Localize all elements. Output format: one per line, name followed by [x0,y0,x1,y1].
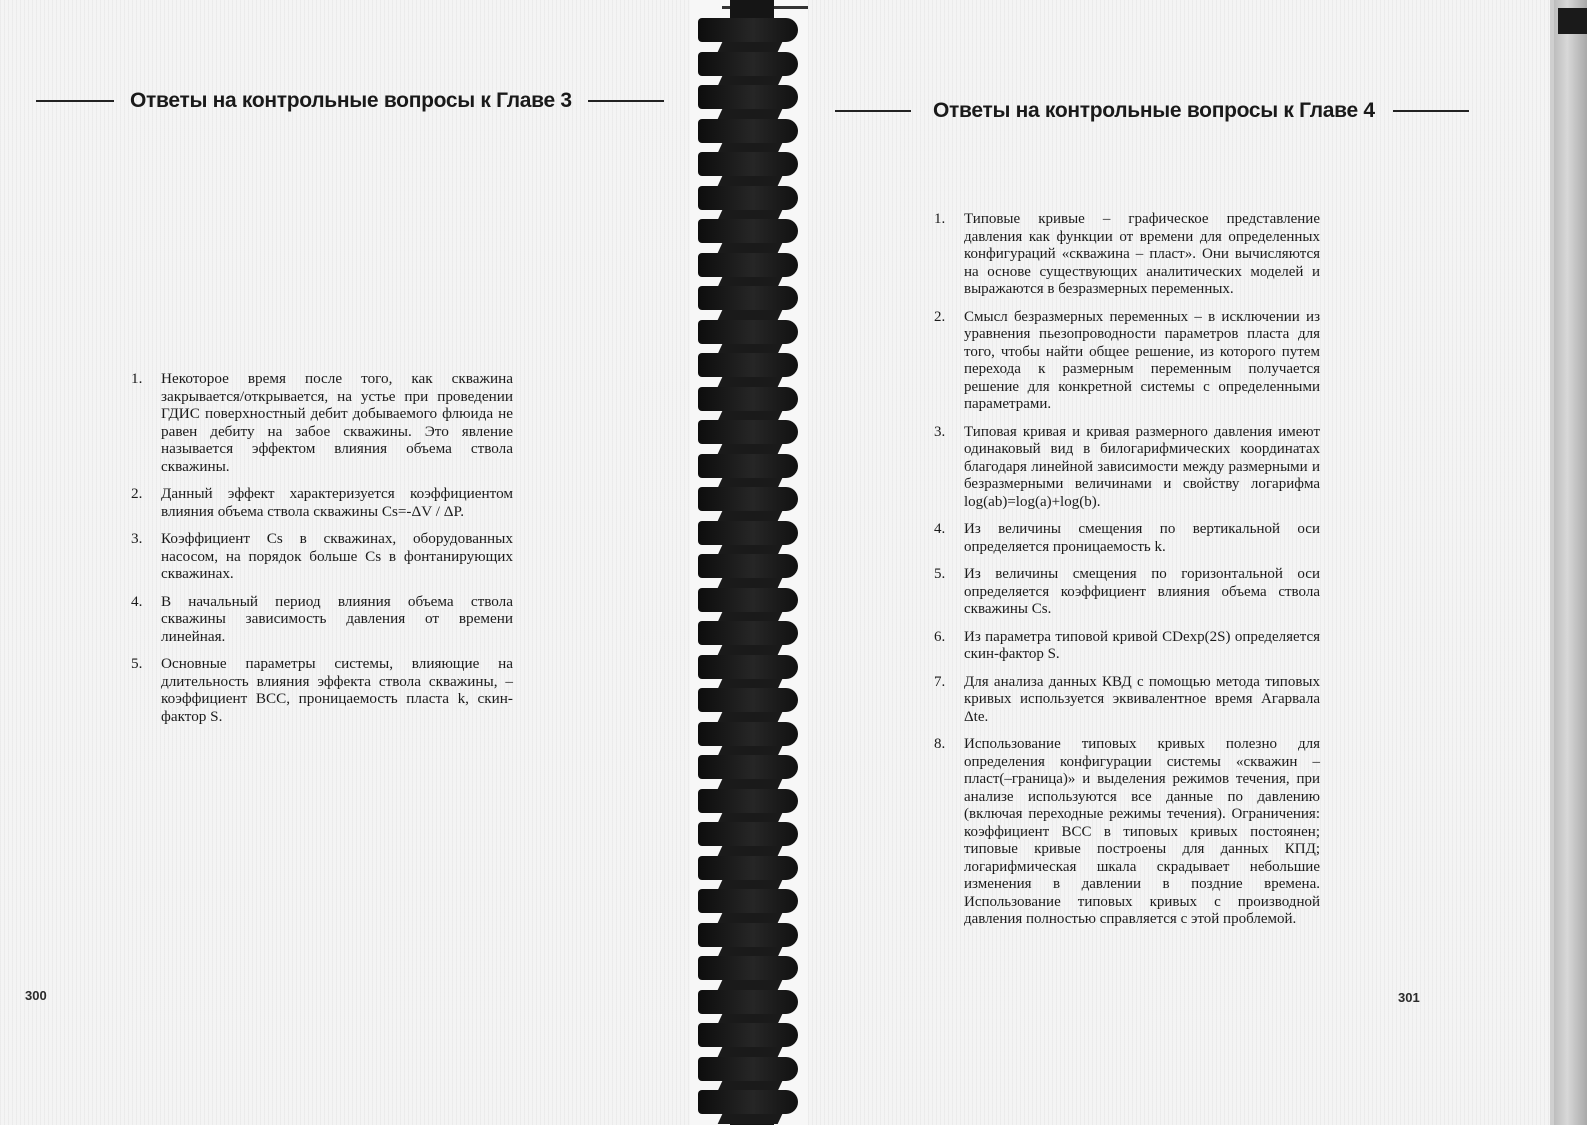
binding-ring [698,755,798,779]
binding-ring [698,353,798,377]
right-heading-row [835,99,1469,123]
binding-ring [698,454,798,478]
binding-ring [698,822,798,846]
right-page [808,0,1550,1125]
list-item: 5. Из величины смещения по горизонтальной оси определяется коэффициент влияния объема ствола скважины Cs. [934,566,1320,617]
left-heading-row [36,89,664,113]
binding-ring [698,286,798,310]
binding-ring [698,320,798,344]
list-item: 7. Для анализа данных КВД с помощью метода типовых кривых используется эквивалентное время Агарвала Δte. [934,673,1320,725]
list-item: 6. Из параметра типовой кривой CDexp(2S) определяется скин-фактор S. [934,628,1320,662]
list-item: 3. Коэффициент Cs в скважинах, оборудованных насосом, на порядок больше Cs в фонтанирующих скважинах. [131,530,513,582]
list-item: 2. Смысл безразмерных переменных – в исключении из уравнения пьезопроводности параметров пласта для того, чтобы найти общее решение, из которого путем перехода к размерным переменным получается решение для конкретной системы с определенными параметрами. [934,308,1320,412]
binding-ring [698,521,798,545]
binding-ring [698,219,798,243]
binding-ring [698,152,798,176]
heading-rule-left [36,100,114,102]
right-edge-strip [1550,0,1587,1125]
binding-ring [698,420,798,444]
heading-rule-right [1393,110,1469,112]
binding-ring [698,889,798,913]
binding-ring [698,18,798,42]
binding-ring [698,856,798,880]
binding-ring [698,186,798,210]
list-item: 4. В начальный период влияния объема ствола скважины зависимость давления от времени линейная. [131,592,513,645]
binding-spine [690,0,808,1125]
binding-ring [698,923,798,947]
list-item: 4. Из величины смещения по вертикальной оси определяется проницаемость k. [934,521,1320,555]
spiral-binding [690,0,808,1125]
binding-ring [698,387,798,411]
edge-cap [1558,8,1587,34]
left-page [0,0,690,1125]
edge-strip [1554,0,1587,1125]
binding-ring [698,621,798,645]
list-item: 5. Основные параметры системы, влияющие на длительность влияния эффекта ствола скважины, – коэффициент ВСС, проницаемость пласта k, скин-фактор S. [131,655,513,725]
left-answers-list [131,370,513,735]
binding-ring [698,688,798,712]
binding-ring [698,554,798,578]
list-item: 8. Использование типовых кривых полезно для определения конфигурации системы «скважин –пласт(–граница)» и выделения режимов течения, при анализе используются все данные по давлению (включая переходные режимы течения). Ограничения: коэффициент ВСС в типовых кривых постоянен; типовые кривые построены для данных КПД; логарифмическая шкала скрадывает небольшие изменения в давлении в поздние времена. Использование типовых кривых с производной давления полностью справляется с этой проблемой. [934,736,1320,927]
right-page-number: 301 [1398,990,1420,1005]
left-page-number: 300 [25,988,47,1003]
heading-rule-right [588,100,664,102]
binding-ring [698,119,798,143]
binding-ring [698,722,798,746]
binding-ring [698,990,798,1014]
binding-ring [698,85,798,109]
binding-ring [698,956,798,980]
binding-ring [698,655,798,679]
binding-ring [698,52,798,76]
right-answers-list [934,211,1320,939]
binding-ring [698,789,798,813]
list-item: 1. Некоторое время после того, как скважина закрывается/открывается, на устье при проведении ГДИС поверхностный дебит добываемого флюида не равен дебиту на забое скважины. Это явление называется эффектом влияния объема ствола скважины. [131,370,513,475]
list-item: 3. Типовая кривая и кривая размерного давления имеют одинаковый вид в билогарифмических координатах благодаря линейной зависимости между размерными и безразмерными величинами и свойству логарифма log(ab)=log(a)+log(b). [934,423,1320,510]
binding-ring [698,588,798,612]
list-item: 2. Данный эффект характеризуется коэффициентом влияния объема ствола скважины Cs=-ΔV / ΔP. [131,485,513,520]
binding-ring [698,1023,798,1047]
binding-ring [698,1090,798,1114]
heading-rule-left [835,110,911,112]
binding-ring [698,487,798,511]
binding-ring [698,253,798,277]
left-page-heading: Ответы на контрольные вопросы к Главе 3 [130,89,572,112]
binding-ring [698,1057,798,1081]
list-item: 1. Типовые кривые – графическое представление давления как функции от времени для определенных конфигураций «скважина – пласт». Они вычисляются на основе существующих аналитических моделей и выражаются в безразмерных переменных. [934,211,1320,297]
right-page-heading: Ответы на контрольные вопросы к Главе 4 [933,99,1375,122]
